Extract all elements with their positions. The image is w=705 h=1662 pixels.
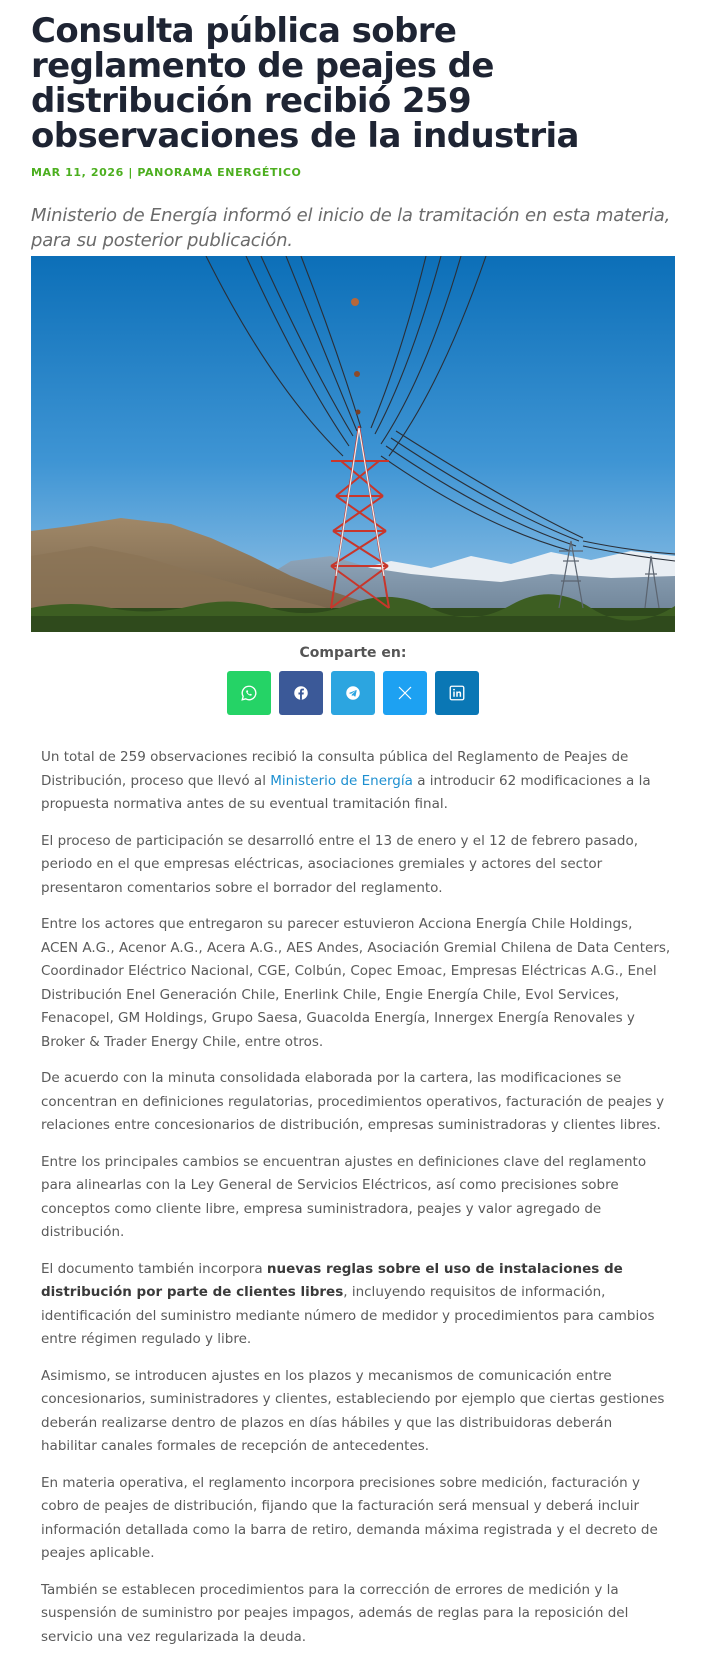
x-icon bbox=[396, 684, 414, 702]
article-subtitle: Ministerio de Energía informó el inicio de la tramitación en esta materia, para su posterior publicación. bbox=[31, 205, 671, 251]
article-body bbox=[41, 746, 671, 1662]
meta-separator: | bbox=[123, 166, 138, 179]
article-paragraph-5: Entre los principales cambios se encuentran ajustes en definiciones clave del reglamento para alinearlas con la Ley General de Servicios Eléctricos, así como precisiones sobre conceptos como cliente libre, empresa suministradora, peajes y valor agregado de distribución. bbox=[41, 1153, 647, 1240]
paragraph-bold-text: nuevas reglas sobre el uso de instalaciones de distribución por parte de clientes libres bbox=[41, 1260, 623, 1300]
article-date: MAR 11, 2026 bbox=[31, 166, 124, 179]
article-paragraph-4: De acuerdo con la minuta consolidada elaborada por la cartera, las modificaciones se concentran en definiciones regulatorias, procedimientos operativos, facturación de peajes y relaciones entre concesionarios de distribución, empresas suministradoras y clientes libres. bbox=[41, 1070, 665, 1133]
telegram-icon bbox=[344, 684, 362, 702]
article-paragraph-2: El proceso de participación se desarrolló entre el 13 de enero y el 12 de febrero pasado, periodo en el que empresas eléctricas, asociaciones gremiales y actores del sector presentaron comentarios sobre el borrador del reglamento. bbox=[41, 832, 639, 896]
article-paragraph-3: Entre los actores que entregaron su parecer estuvieron Acciona Energía Chile Holdings, ACEN A.G., Acenor A.G., Acera A.G., AES Andes, Asociación Gremial Chilena de Data Centers, Coordinador Eléctrico Nacional, CGE, Colbún, Copec Emoac, Empresas Eléctricas A.G., Enel Distribución Enel Generación Chile, Enerlink Chile, Engie Energía Chile, Evol Services, Fenacopel, GM Holdings, Grupo Saesa, Guacolda Energía, Innergex Energía Renovales y Broker & Trader Energy Chile, entre otros. bbox=[41, 916, 671, 1050]
paragraph-text: El documento también incorpora bbox=[41, 1260, 267, 1277]
article-paragraph-9: También se establecen procedimientos para la corrección de errores de medición y la suspensión de suministro por peajes impagos, además de reglas para la reposición del servicio una vez regularizada la deuda. bbox=[41, 1581, 629, 1645]
share-linkedin-button[interactable] bbox=[435, 671, 479, 715]
share-section bbox=[31, 645, 675, 715]
paragraph-text: Un total de 259 observaciones recibió la consulta pública del Reglamento de Peajes de Distribución, proceso que llevó al bbox=[41, 749, 629, 789]
ministerio-energia-link[interactable]: Ministerio de Energía bbox=[270, 772, 413, 789]
power-transmission-tower-photo bbox=[31, 256, 675, 632]
whatsapp-icon bbox=[240, 684, 258, 702]
share-label: Comparte en: bbox=[299, 645, 407, 661]
article-paragraph-6 bbox=[41, 1258, 671, 1352]
share-facebook-button[interactable] bbox=[279, 671, 323, 715]
article-paragraph-1 bbox=[41, 746, 671, 817]
article-page bbox=[31, 0, 675, 1645]
article-paragraph-8: En materia operativa, el reglamento incorpora precisiones sobre medición, facturación y cobro de peajes de distribución, fijando que la facturación será mensual y deberá incluir información detallada como la barra de retiro, demanda máxima registrada y el decreto de peajes aplicable. bbox=[41, 1474, 658, 1561]
share-buttons bbox=[31, 671, 675, 715]
article-paragraph-7: Asimismo, se introducen ajustes en los plazos y mecanismos de comunicación entre concesionarios, suministradores y clientes, estableciendo por ejemplo que ciertas gestiones deberán realizarse dentro de plazos en días hábiles y que las distribuidoras deberán habilitar canales formales de recepción de antecedentes. bbox=[41, 1367, 665, 1454]
linkedin-icon bbox=[448, 684, 466, 702]
hero-image bbox=[31, 256, 675, 632]
article-title: Consulta pública sobre reglamento de peajes de distribución recibió 259 observaciones de la industria bbox=[31, 11, 579, 156]
article-meta bbox=[31, 166, 675, 179]
paragraph-text: , incluyendo requisitos de información, identificación del suministro mediante número de medidor y procedimientos para cambios entre régimen regulado y libre. bbox=[41, 1284, 655, 1347]
paragraph-text: a introducir 62 modificaciones a la propuesta normativa antes de su eventual tramitación final. bbox=[41, 772, 651, 812]
share-telegram-button[interactable] bbox=[331, 671, 375, 715]
share-x-button[interactable] bbox=[383, 671, 427, 715]
share-whatsapp-button[interactable] bbox=[227, 671, 271, 715]
article-category-link[interactable]: PANORAMA ENERGÉTICO bbox=[137, 166, 302, 179]
facebook-icon bbox=[292, 684, 310, 702]
